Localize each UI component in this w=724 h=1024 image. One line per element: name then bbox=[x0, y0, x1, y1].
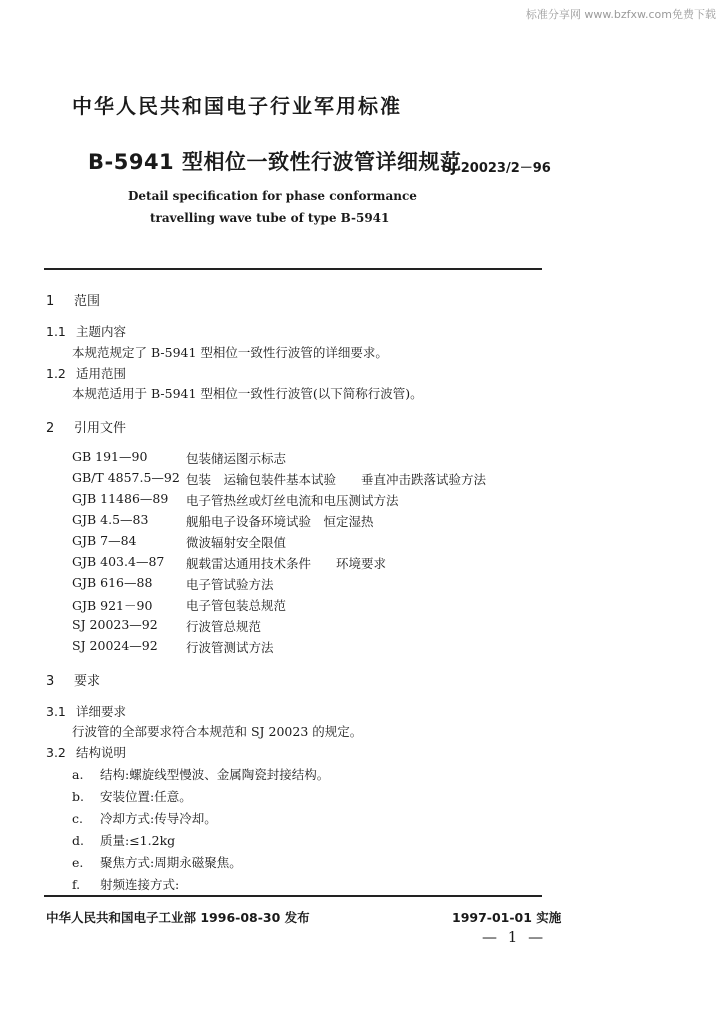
reference-title: 舰载雷达通用技术条件 环境要求 bbox=[186, 556, 387, 571]
issue-date: 中华人民共和国电子工业部 1996-08-30 发布 bbox=[46, 910, 310, 925]
section-3-heading bbox=[46, 670, 100, 689]
reference-title: 包装储运图示标志 bbox=[186, 451, 287, 466]
reference-title: 包装 运输包装件基本试验 垂直冲击跌落试验方法 bbox=[186, 472, 487, 487]
reference-code: GJB 403.4—87 bbox=[72, 554, 165, 569]
section-title: 适用范围 bbox=[76, 366, 127, 381]
section-title: 引用文件 bbox=[74, 421, 127, 436]
document-title: B-5941 型相位一致性行波管详细规范 bbox=[88, 150, 462, 174]
reference-code: SJ 20024—92 bbox=[72, 638, 158, 653]
reference-title: 微波辐射安全限值 bbox=[186, 535, 287, 550]
list-marker: c. bbox=[72, 811, 83, 826]
section-3-1-heading bbox=[46, 702, 126, 720]
watermark: 标准分享网 www.bzfxw.com免费下载 bbox=[525, 8, 716, 21]
reference-code: GJB 616—88 bbox=[72, 575, 153, 590]
english-title-line2: travelling wave tube of type B-5941 bbox=[150, 211, 390, 225]
list-text: 结构:螺旋线型慢波、金属陶瓷封接结构。 bbox=[100, 767, 330, 782]
effective-date: 1997-01-01 实施 bbox=[452, 910, 562, 925]
section-number: 1.1 bbox=[46, 324, 66, 339]
section-3-2-heading bbox=[46, 743, 126, 761]
section-1-2-heading bbox=[46, 364, 126, 382]
section-number: 1.2 bbox=[46, 366, 66, 381]
section-1-1-heading bbox=[46, 322, 126, 340]
list-item bbox=[72, 831, 175, 849]
reference-code: GJB 4.5—83 bbox=[72, 512, 149, 527]
list-item bbox=[72, 875, 179, 893]
list-marker: b. bbox=[72, 789, 84, 804]
list-text: 聚焦方式:周期永磁聚焦。 bbox=[100, 855, 242, 870]
section-number: 2 bbox=[46, 421, 55, 436]
list-text: 冷却方式:传导冷却。 bbox=[100, 811, 217, 826]
list-marker: d. bbox=[72, 833, 84, 848]
section-number: 3.2 bbox=[46, 745, 66, 760]
section-title: 主题内容 bbox=[76, 324, 127, 339]
section-title: 范围 bbox=[74, 294, 101, 309]
reference-title: 行波管总规范 bbox=[186, 619, 262, 634]
section-title: 详细要求 bbox=[76, 704, 127, 719]
reference-title: 电子管包装总规范 bbox=[186, 598, 287, 613]
section-3-1-text: 行波管的全部要求符合本规范和 SJ 20023 的规定。 bbox=[72, 724, 363, 739]
list-text: 射频连接方式: bbox=[100, 877, 180, 892]
reference-code: SJ 20023—92 bbox=[72, 617, 158, 632]
list-item bbox=[72, 853, 242, 871]
footer-rule bbox=[44, 895, 542, 897]
list-text: 安装位置:任意。 bbox=[100, 789, 192, 804]
english-title-line1: Detail specification for phase conformance bbox=[128, 189, 417, 203]
list-marker: f. bbox=[72, 877, 81, 892]
standard-code: SJ 20023/2－96 bbox=[442, 161, 551, 176]
reference-code: GB/T 4857.5—92 bbox=[72, 470, 180, 485]
header-rule bbox=[44, 268, 542, 270]
reference-code: GB 191—90 bbox=[72, 449, 148, 464]
section-1-1-text: 本规范规定了 B-5941 型相位一致性行波管的详细要求。 bbox=[72, 345, 388, 360]
list-item bbox=[72, 787, 192, 805]
section-number: 3.1 bbox=[46, 704, 66, 719]
list-item bbox=[72, 809, 217, 827]
reference-code: GJB 7—84 bbox=[72, 533, 137, 548]
reference-title: 电子管热丝或灯丝电流和电压测试方法 bbox=[186, 493, 399, 508]
section-1-heading bbox=[46, 290, 100, 309]
reference-code: GJB 921－90 bbox=[72, 598, 153, 613]
section-1-2-text: 本规范适用于 B-5941 型相位一致性行波管(以下简称行波管)。 bbox=[72, 386, 423, 401]
section-title: 要求 bbox=[74, 674, 101, 689]
reference-title: 行波管测试方法 bbox=[186, 640, 274, 655]
section-number: 1 bbox=[46, 294, 55, 309]
page-number: — 1 — bbox=[482, 928, 547, 946]
reference-code: GJB 11486—89 bbox=[72, 491, 169, 506]
reference-title: 舰船电子设备环境试验 恒定湿热 bbox=[186, 514, 374, 529]
section-number: 3 bbox=[46, 674, 55, 689]
list-marker: a. bbox=[72, 767, 84, 782]
section-title: 结构说明 bbox=[76, 745, 127, 760]
section-2-heading bbox=[46, 417, 126, 436]
standard-name: 中华人民共和国电子行业军用标准 bbox=[72, 94, 402, 118]
list-text: 质量:≤1.2kg bbox=[100, 833, 176, 848]
reference-title: 电子管试验方法 bbox=[186, 577, 274, 592]
list-marker: e. bbox=[72, 855, 84, 870]
list-item bbox=[72, 765, 329, 783]
